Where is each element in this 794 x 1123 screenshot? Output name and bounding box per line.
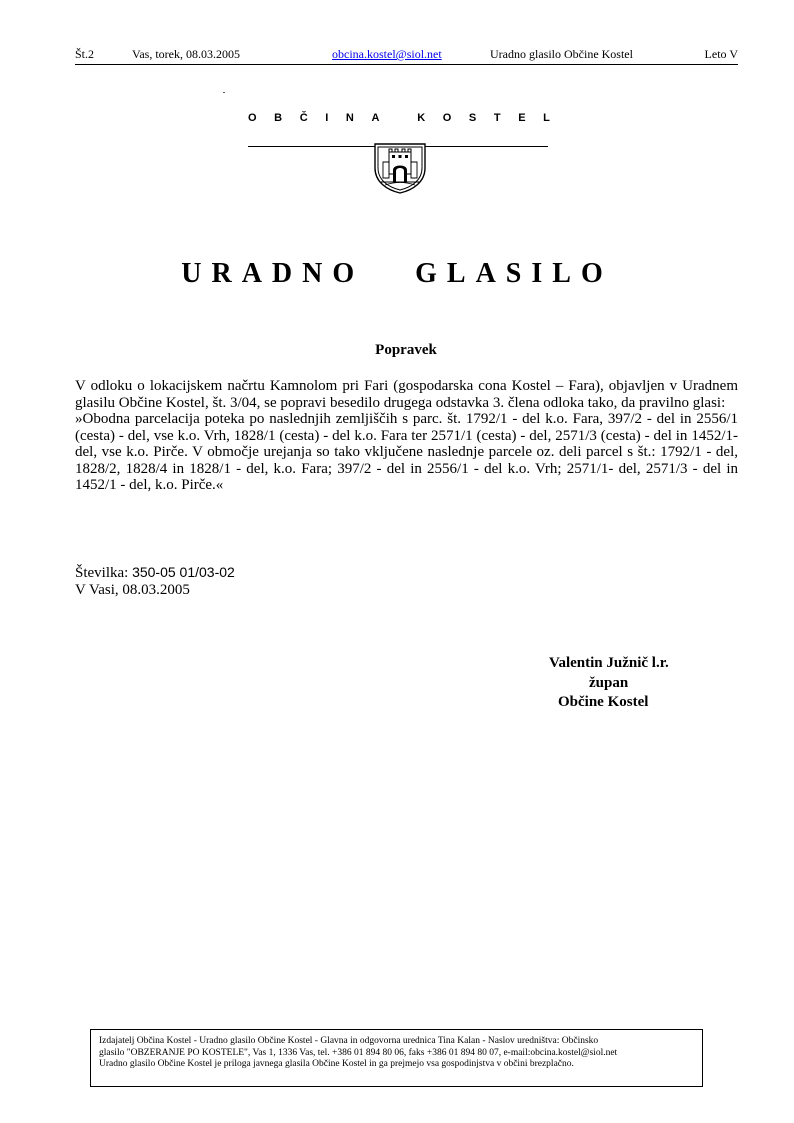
signatory-role: župan (589, 674, 629, 691)
document-reference (75, 564, 235, 598)
coat-of-arms-icon (373, 138, 427, 194)
signatory-name: Valentin Južnič l.r. (549, 655, 669, 671)
footer-line-2: glasilo "OBZERANJE PO KOSTELE", Vas 1, 1336 Vas, tel. +386 01 894 80 06, faks +386 01 894 80 07, e-mail:obcina.kostel@siol.net (99, 1047, 618, 1058)
publication-year: Leto V (704, 47, 738, 61)
signature-block (540, 654, 720, 713)
publisher-footer (90, 1029, 703, 1087)
document-title: URADNO GLASILO (181, 258, 613, 289)
body-paragraph-1: V odloku o lokacijskem načrtu Kamnolom pri Fari (gospodarska cona Kostel – Fara), objavljen v Uradnem glasilu Občine Kostel, št. 3/04, se popravi besedilo drugega odstavka 3. člena odloka tako, da pravilno glasi: (75, 378, 738, 411)
header-divider (75, 64, 738, 65)
reference-number-label: Številka: (75, 565, 129, 581)
header-date: Vas, torek, 08.03.2005 (132, 47, 240, 61)
municipality-name: OBČINA KOSTEL (248, 112, 568, 124)
reference-place-date: V Vasi, 08.03.2005 (75, 581, 190, 598)
body-paragraph-2: »Obodna parcelacija poteka po naslednjih zemljiščih s parc. št. 1792/1 - del k.o. Fara, 397/2 - del in 2556/1 (cesta) - del, vse k.o. Vrh, 1828/1 (cesta) - del k.o. Fara ter 2571/1 (cesta) - del, 2571/3 (cesta) - del in 1452/1- del, vse k.o. Pirče. V območje urejanja so tako vključene naslednje parcele oz. deli parcel s št.: 1792/1 - del, 1828/2, 1828/4 in 1828/1 - del, k.o. Fara; 397/2 - del in 2556/1 - del k.o. Vrh; 2571/1- del, 2571/3 - del in 1452/1 - del, k.o. Pirče.« (75, 411, 738, 493)
body-text (75, 378, 738, 494)
signatory-organization: Občine Kostel (558, 694, 649, 710)
issue-number: Št.2 (75, 47, 95, 61)
header-email-link[interactable]: obcina.kostel@siol.net (332, 47, 442, 61)
footer-line-3: Uradno glasilo Občine Kostel je priloga javnega glasila Občine Kostel in ga prejmejo vsa gospodinjstva v občini brezplačno. (99, 1059, 574, 1070)
scan-mark (223, 92, 225, 93)
reference-number: 350-05 01/03-02 (132, 564, 235, 580)
section-heading: Popravek (375, 342, 437, 358)
footer-line-1: Izdajatelj Občina Kostel - Uradno glasilo Občine Kostel - Glavna in odgovorna urednica Tina Kalan - Naslov uredništva: Občinsko (99, 1036, 599, 1046)
publication-name: Uradno glasilo Občine Kostel (490, 47, 633, 61)
